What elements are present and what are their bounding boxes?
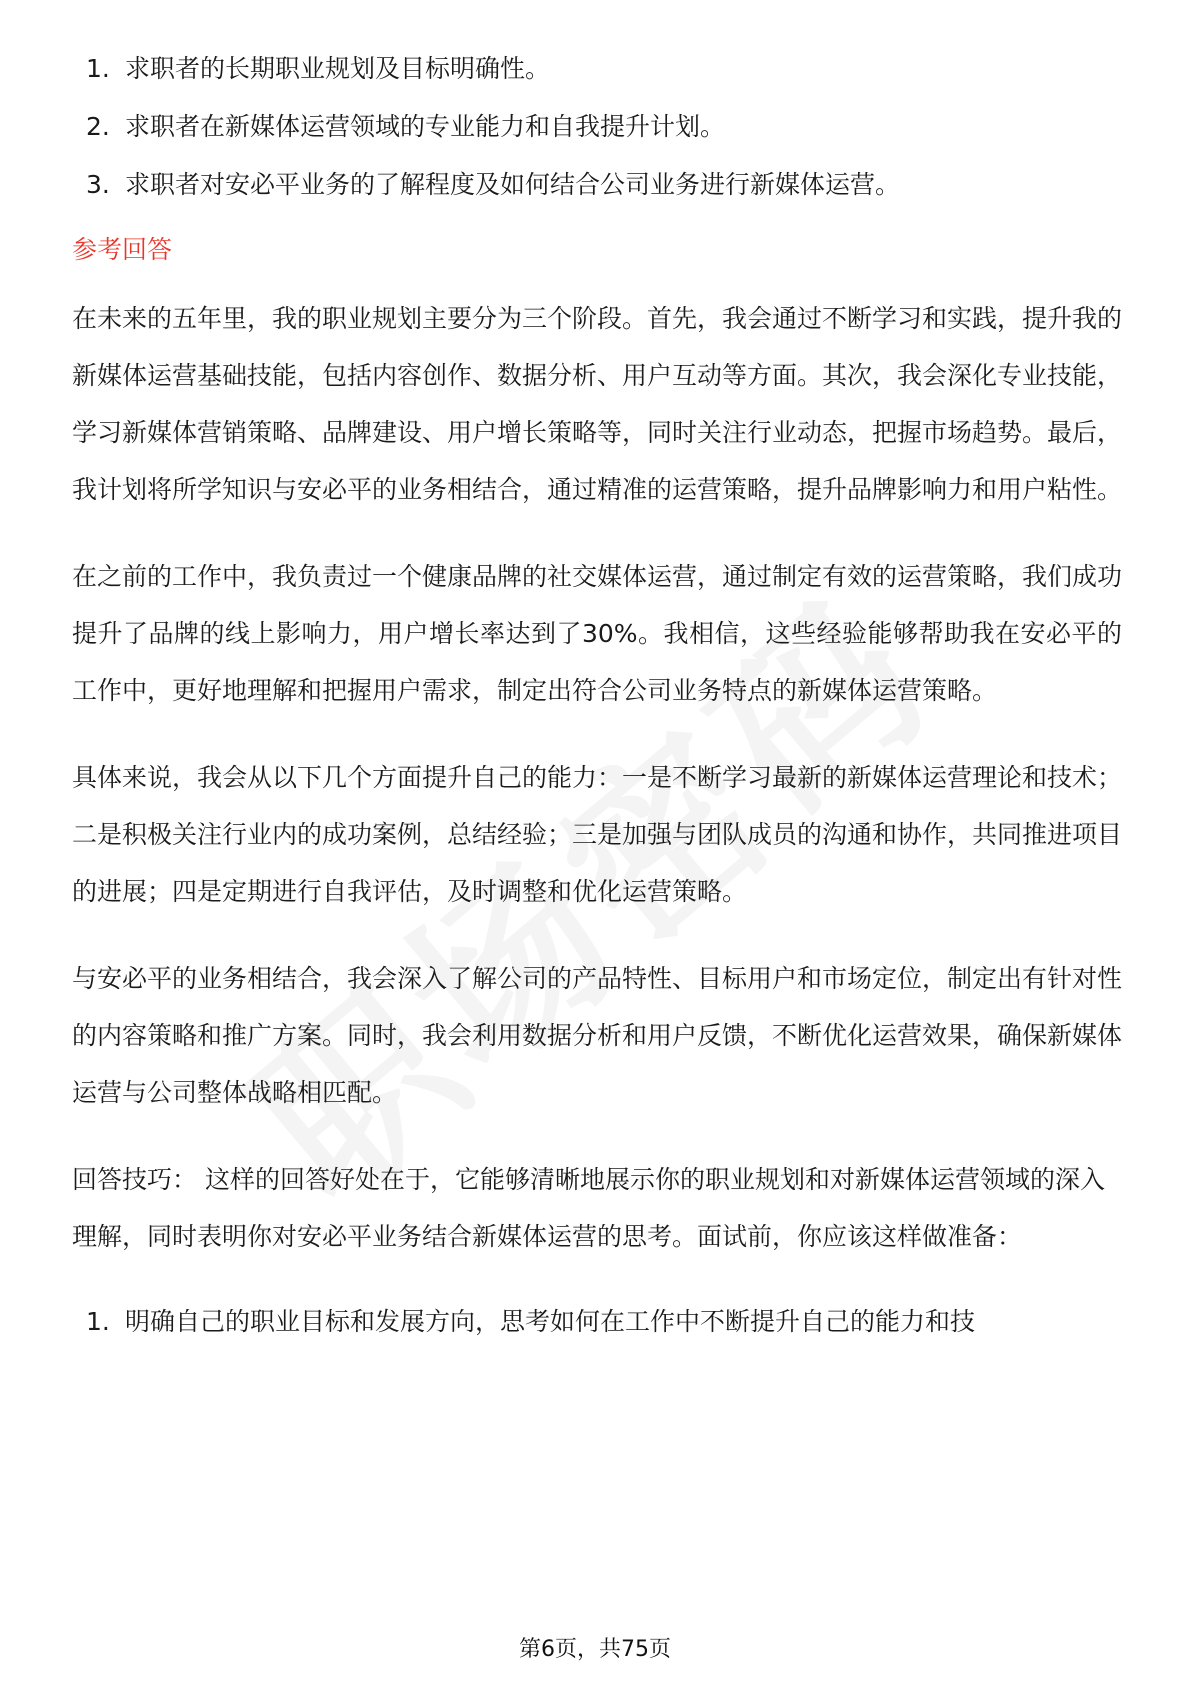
list-item	[72, 156, 1122, 214]
intro-list	[72, 40, 1122, 214]
list-number: 1.	[86, 54, 110, 83]
answer-paragraph: 在未来的五年里，我的职业规划主要分为三个阶段。首先，我会通过不断学习和实践，提升我的新媒体运营基础技能，包括内容创作、数据分析、用户互动等方面。其次，我会深化专业技能，学习新媒体营销策略、品牌建设、用户增长策略等，同时关注行业动态，把握市场趋势。最后，我计划将所学知识与安必平的业务相结合，通过精准的运营策略，提升品牌影响力和用户粘性。	[72, 304, 1123, 504]
list-item	[72, 98, 1122, 156]
answer-paragraph: 在之前的工作中，我负责过一个健康品牌的社交媒体运营，通过制定有效的运营策略，我们成功提升了品牌的线上影响力，用户增长率达到了30%。我相信，这些经验能够帮助我在安必平的工作中，更好地理解和把握用户需求，制定出符合公司业务特点的新媒体运营策略。	[72, 562, 1123, 705]
section-title: 参考回答	[72, 235, 173, 264]
document-page	[72, 40, 1122, 1351]
list-text: 求职者在新媒体运营领域的专业能力和自我提升计划。	[125, 112, 726, 141]
list-number: 2.	[86, 112, 110, 141]
list-number: 1.	[86, 1307, 110, 1336]
list-text: 求职者对安必平业务的了解程度及如何结合公司业务进行新媒体运营。	[125, 170, 901, 199]
list-text: 求职者的长期职业规划及目标明确性。	[125, 54, 551, 83]
list-item	[72, 40, 1122, 98]
list-number: 3.	[86, 170, 110, 199]
page-footer: 第6页，共75页	[519, 1637, 671, 1662]
answer-tip: 回答技巧： 这样的回答好处在于，它能够清晰地展示你的职业规划和对新媒体运营领域的深入理解，同时表明你对安必平业务结合新媒体运营的思考。面试前，你应该这样做准备：	[72, 1165, 1105, 1251]
answer-paragraph: 与安必平的业务相结合，我会深入了解公司的产品特性、目标用户和市场定位，制定出有针对性的内容策略和推广方案。同时，我会利用数据分析和用户反馈，不断优化运营效果，确保新媒体运营与公司整体战略相匹配。	[72, 964, 1123, 1107]
answer-paragraph: 具体来说，我会从以下几个方面提升自己的能力：一是不断学习最新的新媒体运营理论和技术；二是积极关注行业内的成功案例，总结经验；三是加强与团队成员的沟通和协作，共同推进项目的进展；四是定期进行自我评估，及时调整和优化运营策略。	[72, 763, 1123, 906]
list-item	[72, 1293, 1122, 1351]
list-text: 明确自己的职业目标和发展方向，思考如何在工作中不断提升自己的能力和技	[125, 1307, 976, 1336]
prep-list	[72, 1293, 1122, 1351]
